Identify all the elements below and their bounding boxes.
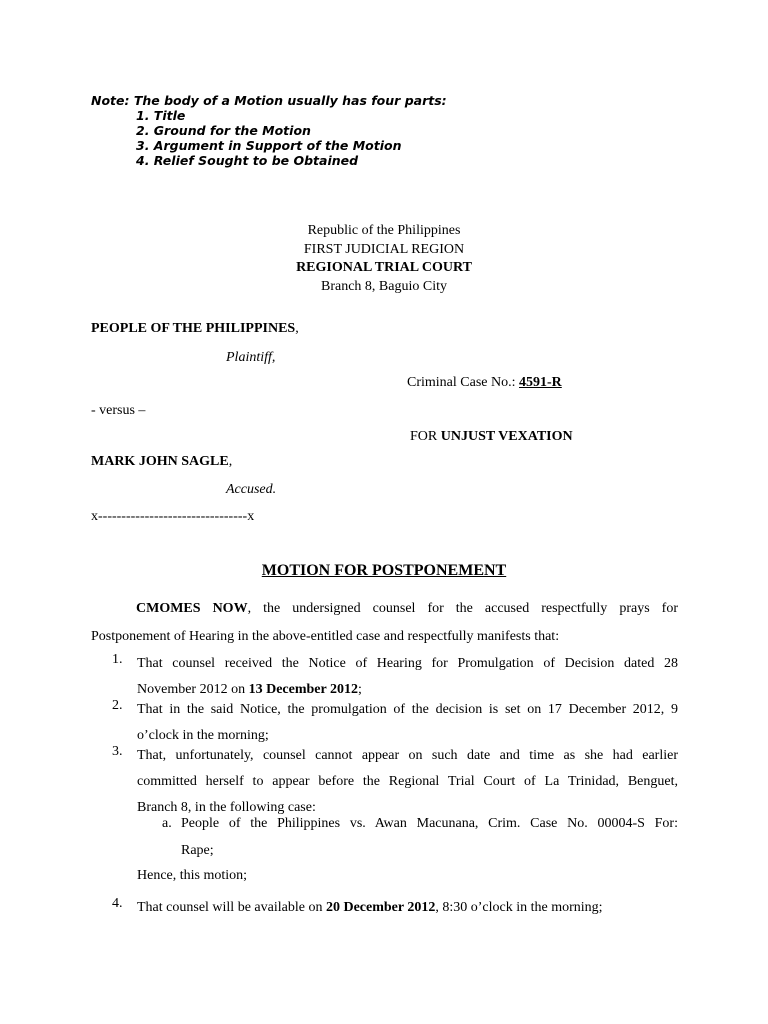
item-4-end: , 8:30 o’clock in the morning; [435, 900, 603, 915]
list-number: 3. [112, 744, 123, 759]
accused-name: MARK JOHN SAGLE [91, 454, 229, 469]
item-1-date: 13 December 2012 [248, 682, 358, 697]
offense-line [410, 429, 573, 445]
item-3-line-3: Branch 8, in the following case: [137, 800, 316, 815]
sub-letter: a. [162, 816, 172, 831]
court-region: FIRST JUDICIAL REGION [303, 241, 465, 257]
note-item: 2. Ground for the Motion [136, 123, 311, 138]
note-item: 3. Argument in Support of the Motion [136, 138, 402, 153]
offense-name: UNJUST VEXATION [440, 429, 573, 444]
plaintiff-role: Plaintiff, [226, 350, 276, 365]
list-number: 1. [112, 652, 123, 667]
list-number: 2. [112, 698, 123, 713]
motion-title: MOTION FOR POSTPONEMENT [261, 562, 507, 579]
item-1-end: ; [357, 682, 362, 697]
court-header [0, 222, 768, 296]
item-4-line-1 [137, 896, 678, 920]
note-heading: Note: The body of a Motion usually has four parts: [91, 93, 447, 108]
case-label: Criminal Case No.: [407, 375, 519, 390]
item-4-date: 20 December 2012 [325, 900, 436, 915]
item-3-line-1: That, unfortunately, counsel cannot appear on such date and time as she had earlier [137, 748, 678, 763]
item-4-text: That counsel will be available on [137, 900, 326, 915]
intro-lead: CMOMES NOW [136, 601, 248, 616]
case-number: 4591-R [519, 375, 562, 390]
sub-a-line-1: People of the Philippines vs. Awan Macunana, Crim. Case No. 00004-S For: [181, 816, 678, 831]
note-item: 1. Title [136, 108, 186, 123]
item-1-text: November 2012 on [137, 682, 249, 697]
note-item: 4. Relief Sought to be Obtained [136, 153, 359, 168]
accused-role: Accused. [226, 482, 277, 497]
sub-a-line-2: Rape; [181, 843, 214, 858]
case-number-line [407, 375, 562, 391]
hence-text: Hence, this motion; [137, 868, 248, 883]
intro-line-1-rest: , the undersigned counsel for the accused respectfully prays for [247, 601, 678, 616]
list-number: 4. [112, 896, 123, 911]
intro-line-1 [91, 597, 678, 621]
item-3-line-2: committed herself to appear before the Regional Trial Court of La Trinidad, Benguet, [137, 774, 678, 789]
for-label: FOR [410, 429, 441, 444]
court-name: REGIONAL TRIAL COURT [296, 260, 472, 275]
court-branch: Branch 8, Baguio City [321, 278, 447, 294]
versus-text: - versus – [91, 403, 146, 418]
accused-comma: , [228, 454, 233, 469]
accused-line [91, 454, 232, 470]
item-1-line-1: That counsel received the Notice of Hearing for Promulgation of Decision dated 28 [137, 656, 678, 671]
plaintiff-line [91, 321, 299, 337]
intro-line-2: Postponement of Hearing in the above-entitled case and respectfully manifests that: [91, 629, 560, 644]
plaintiff-comma: , [295, 321, 299, 336]
caption-separator: x--------------------------------x [91, 509, 255, 524]
item-2-line-2: o’clock in the morning; [137, 728, 269, 743]
item-2-line-1: That in the said Notice, the promulgation of the decision is set on 17 December 2012, 9 [137, 702, 678, 717]
court-republic: Republic of the Philippines [307, 223, 461, 238]
note-block [91, 93, 447, 168]
plaintiff-name: PEOPLE OF THE PHILIPPINES [91, 321, 296, 336]
